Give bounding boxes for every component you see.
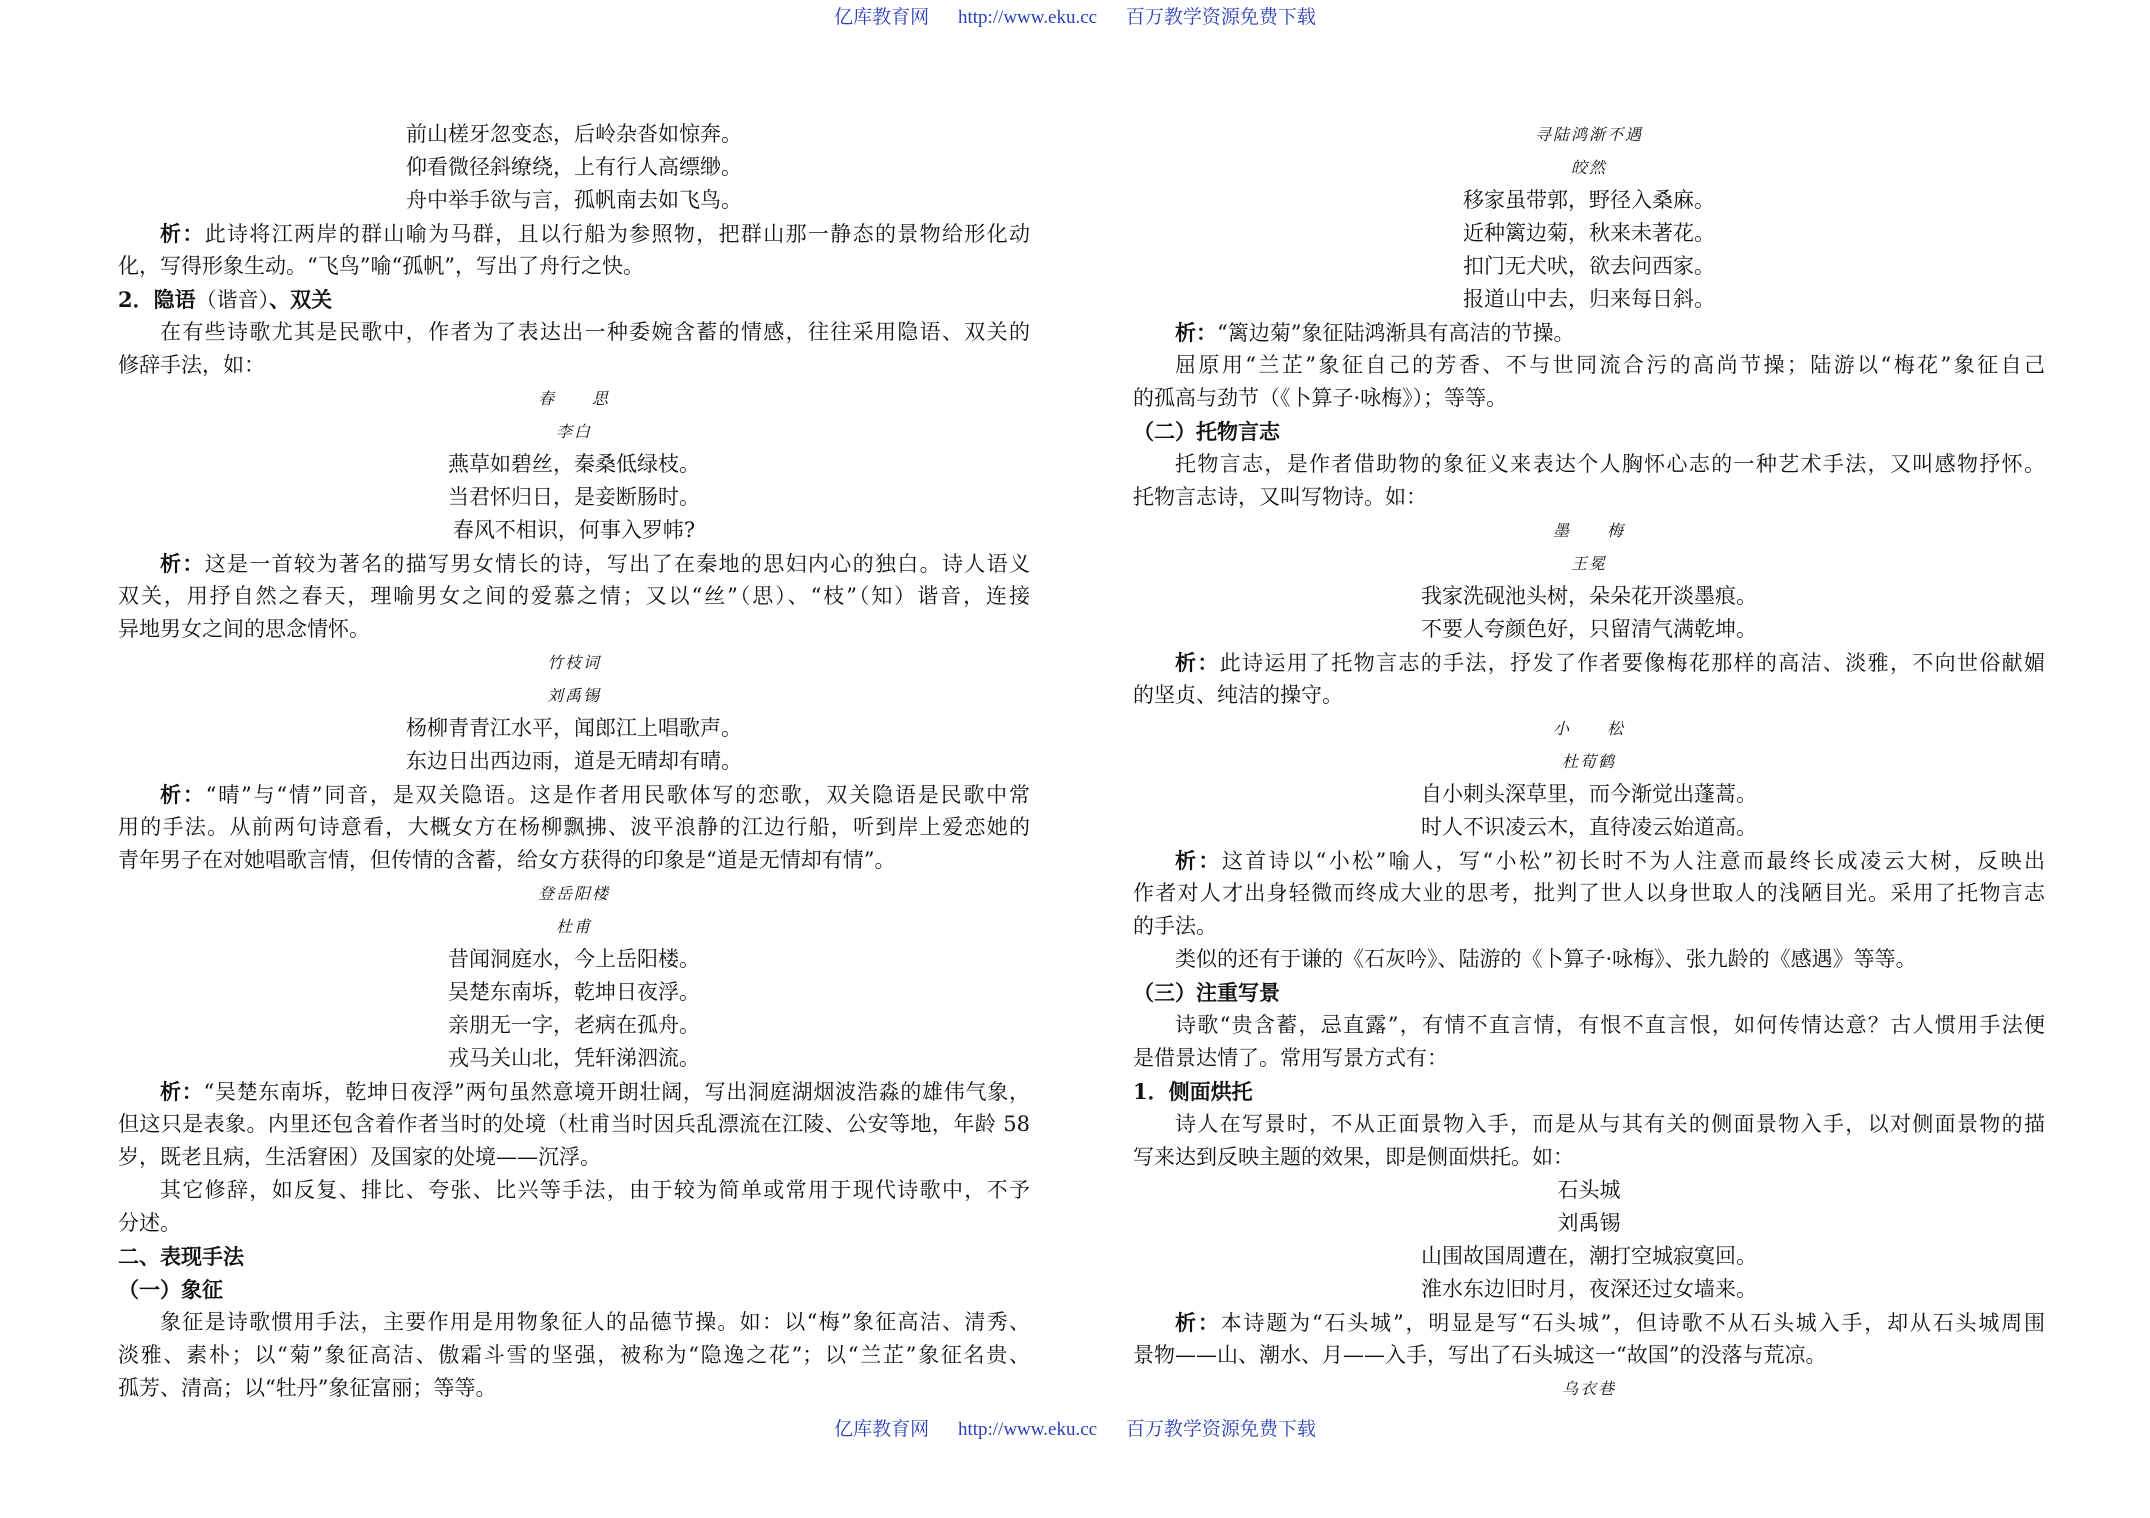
paragraph-line: 类似的还有于谦的《石灰吟》、陆游的《卜算子·咏梅》、张九龄的《感遇》等等。	[1175, 947, 1917, 971]
poem-line: 亲朋无一字，老病在孤舟。	[448, 1013, 700, 1037]
poem-line: 昔闻洞庭水，今上岳阳楼。	[448, 947, 700, 971]
poem-author: 刘禹锡	[1557, 1211, 1621, 1235]
analysis-line: 景物——山、潮水、月——入手，写出了石头城这一“故国”的没落与荒凉。	[1133, 1343, 1827, 1367]
poem-title: 小 松	[1552, 719, 1625, 738]
poem-line: 吴楚东南坼，乾坤日夜浮。	[448, 980, 700, 1004]
analysis-line	[118, 778, 1030, 811]
analysis-text: 此诗运用了托物言志的手法，抒发了作者要像梅花那样的高洁、淡雅，不向世俗献媚	[1219, 651, 2045, 675]
poem-author: 杜荀鹤	[1561, 752, 1616, 771]
poem-line: 扣门无犬吠，欲去问西家。	[1463, 254, 1715, 278]
page-footer	[0, 1414, 2150, 1441]
analysis-line: 岁，既老且病，生活窘困）及国家的处境——沉浮。	[118, 1145, 601, 1169]
poem-line: 当君怀归日，是妾断肠时。	[448, 485, 700, 509]
paragraph-line: 写来达到反映主题的效果，即是侧面烘托。如：	[1133, 1145, 1574, 1169]
paragraph-line: 孤芳、清高；以“牡丹”象征富丽；等等。	[118, 1376, 497, 1400]
section-heading: 二、表现手法	[118, 1244, 244, 1269]
poem-line: 报道山中去，归来每日斜。	[1463, 287, 1715, 311]
analysis-label: 析：	[1175, 320, 1217, 345]
subsection-heading: （二）托物言志	[1133, 419, 1280, 444]
subsection-heading: （三）注重写景	[1133, 980, 1280, 1005]
poem-line: 燕草如碧丝，秦桑低绿枝。	[448, 452, 700, 476]
analysis-line: 双关，用抒自然之春天，理喻男女之间的爱慕之情；又以“丝”（思）、“枝”（知）谐音，连接	[118, 584, 1030, 608]
analysis-line: 的手法。	[1133, 914, 1217, 938]
analysis-label: 析：	[160, 1079, 204, 1104]
header-url: http://www.eku.cc	[957, 7, 1098, 28]
poem-line: 春风不相识，何事入罗帏?	[452, 518, 696, 542]
paragraph-line: 诗歌“贵含蓄，忌直露”，有情不直言情，有恨不直言恨，如何传情达意？古人惯用手法便	[1175, 1013, 2045, 1037]
analysis-text: 本诗题为“石头城”，明显是写“石头城”，但诗歌不从石头城入手，却从石头城周围	[1220, 1311, 2045, 1335]
analysis-line	[1133, 1306, 2045, 1339]
paragraph-line: 修辞手法，如：	[118, 353, 265, 377]
right-column	[1133, 118, 2045, 1405]
analysis-text: 这是一首较为著名的描写男女情长的诗，写出了在秦地的思妇内心的独白。诗人语义	[204, 552, 1030, 576]
poem-line: 杨柳青青江水平，闻郎江上唱歌声。	[406, 716, 742, 740]
analysis-line	[1133, 646, 2045, 679]
poem-line: 戎马关山北，凭轩涕泗流。	[448, 1046, 700, 1070]
analysis-label: 析：	[1175, 650, 1220, 675]
analysis-label: 析：	[160, 221, 205, 246]
poem-line: 仰看微径斜缭绕，上有行人高缥缈。	[406, 155, 742, 179]
analysis-label: 析：	[160, 551, 205, 576]
poem-title: 春 思	[537, 389, 610, 408]
poem-author: 李白	[555, 422, 592, 441]
analysis-line: 作者对人才出身轻微而终成大业的思考，批判了世人以身世取人的浅陋目光。采用了托物言志	[1133, 881, 2045, 905]
poem-author: 杜甫	[555, 917, 592, 936]
analysis-line: 青年男子在对她唱歌言情，但传情的含蓄，给女方获得的印象是“道是无情却有情”。	[118, 848, 896, 872]
heading-text: 2．隐语	[118, 287, 196, 312]
header-site-name: 亿库教育网	[834, 7, 930, 28]
paragraph-line: 托物言志，是作者借助物的象征义来表达个人胸怀心志的一种艺术手法，又叫感物抒怀。	[1175, 452, 2045, 476]
analysis-label: 析：	[1175, 1310, 1221, 1335]
analysis-line	[118, 1075, 1030, 1108]
poem-line: 山围故国周遭在，潮打空城寂寞回。	[1421, 1244, 1757, 1268]
paragraph-line: 诗人在写景时，不从正面景物入手，而是从与其有关的侧面景物入手，以对侧面景物的描	[1175, 1112, 2045, 1136]
footer-url: http://www.eku.cc	[957, 1419, 1098, 1440]
poem-line: 淮水东边旧时月，夜深还过女墙来。	[1421, 1277, 1757, 1301]
subsection-heading: （一）象征	[118, 1277, 223, 1302]
poem-title: 石头城	[1557, 1178, 1621, 1202]
poem-title: 竹枝词	[546, 653, 601, 672]
paragraph-line: 分述。	[118, 1211, 181, 1235]
paragraph-line: 的孤高与劲节（《卜算子·咏梅》）；等等。	[1133, 386, 1508, 410]
poem-author: 刘禹锡	[546, 686, 601, 705]
poem-line: 近种篱边菊，秋来未著花。	[1463, 221, 1715, 245]
analysis-text: “篱边菊”象征陆鸿渐具有高洁的节操。	[1217, 321, 1575, 345]
poem-author: 王冕	[1570, 554, 1607, 573]
poem-title: 登岳阳楼	[537, 884, 610, 903]
poem-line: 不要人夸颜色好，只留清气满乾坤。	[1421, 617, 1757, 641]
paragraph-line: 其它修辞，如反复、排比、夸张、比兴等手法，由于较为简单或常用于现代诗歌中，不予	[160, 1178, 1030, 1202]
poem-line: 前山槎牙忽变态，后岭杂沓如惊奔。	[406, 122, 742, 146]
analysis-line	[118, 547, 1030, 580]
poem-line: 自小刺头深草里，而今渐觉出蓬蒿。	[1421, 782, 1757, 806]
left-column	[118, 118, 1030, 1405]
poem-line: 我家洗砚池头树，朵朵花开淡墨痕。	[1421, 584, 1757, 608]
poem-title: 乌衣巷	[1561, 1379, 1616, 1398]
poem-line: 时人不识凌云木，直待凌云始道高。	[1421, 815, 1757, 839]
subsection-heading: 1．侧面烘托	[1133, 1079, 1253, 1104]
poem-line: 移家虽带郭，野径入桑麻。	[1463, 188, 1715, 212]
poem-title: 墨 梅	[1552, 521, 1625, 540]
page-header	[0, 2, 2150, 29]
section-heading	[118, 283, 1030, 316]
header-slogan: 百万教学资源免费下载	[1125, 7, 1316, 28]
footer-site-name: 亿库教育网	[834, 1419, 930, 1440]
analysis-label: 析：	[160, 782, 206, 807]
paragraph-line: 淡雅、素朴；以“菊”象征高洁、傲霜斗雪的坚强，被称为“隐逸之花”；以“兰芷”象征名贵、	[118, 1343, 1030, 1367]
analysis-text: “晴”与“情”同音，是双关隐语。这是作者用民歌体写的恋歌，双关隐语是民歌中常	[205, 783, 1030, 807]
paragraph-line: 象征是诗歌惯用手法，主要作用是用物象征人的品德节操。如：以“梅”象征高洁、清秀、	[160, 1310, 1030, 1334]
analysis-text: 此诗将江两岸的群山喻为马群，且以行船为参照物，把群山那一静态的景物给形化动	[204, 222, 1030, 246]
analysis-line: 异地男女之间的思念情怀。	[118, 617, 370, 641]
paragraph-line: 在有些诗歌尤其是民歌中，作者为了表达出一种委婉含蓄的情感，往往采用隐语、双关的	[160, 320, 1030, 344]
analysis-text: 这首诗以“小松”喻人，写“小松”初长时不为人注意而最终长成凌云大树，反映出	[1221, 849, 2045, 873]
poem-line: 东边日出西边雨，道是无晴却有晴。	[406, 749, 742, 773]
footer-slogan: 百万教学资源免费下载	[1125, 1419, 1316, 1440]
analysis-line	[1133, 316, 2045, 349]
heading-note: （谐音）	[195, 288, 270, 312]
analysis-label: 析：	[1175, 848, 1222, 873]
analysis-line: 化，写得形象生动。“飞鸟”喻“孤帆”，写出了舟行之快。	[118, 254, 644, 278]
analysis-line: 但这只是表象。内里还包含着作者当时的处境（杜甫当时因兵乱漂流在江陵、公安等地，年龄 58	[118, 1112, 1030, 1136]
analysis-line: 用的手法。从前两句诗意看，大概女方在杨柳飘拂、波平浪静的江边行船，听到岸上爱恋她的	[118, 815, 1030, 839]
poem-author: 皎然	[1570, 158, 1607, 177]
analysis-text: “吴楚东南坼，乾坤日夜浮”两句虽然意境开朗壮阔，写出洞庭湖烟波浩淼的雄伟气象，	[203, 1080, 1030, 1104]
paragraph-line: 是借景达情了。常用写景方式有：	[1133, 1046, 1448, 1070]
poem-title: 寻陆鸿渐不遇	[1534, 125, 1643, 144]
paragraph-line: 屈原用“兰芷”象征自己的芳香、不与世同流合污的高尚节操；陆游以“梅花”象征自己	[1175, 353, 2045, 377]
heading-text: 、双关	[269, 287, 333, 312]
poem-line: 舟中举手欲与言，孤帆南去如飞鸟。	[406, 188, 742, 212]
analysis-line: 的坚贞、纯洁的操守。	[1133, 683, 1343, 707]
analysis-line	[118, 217, 1030, 250]
analysis-line	[1133, 844, 2045, 877]
paragraph-line: 托物言志诗，又叫写物诗。如：	[1133, 485, 1427, 509]
